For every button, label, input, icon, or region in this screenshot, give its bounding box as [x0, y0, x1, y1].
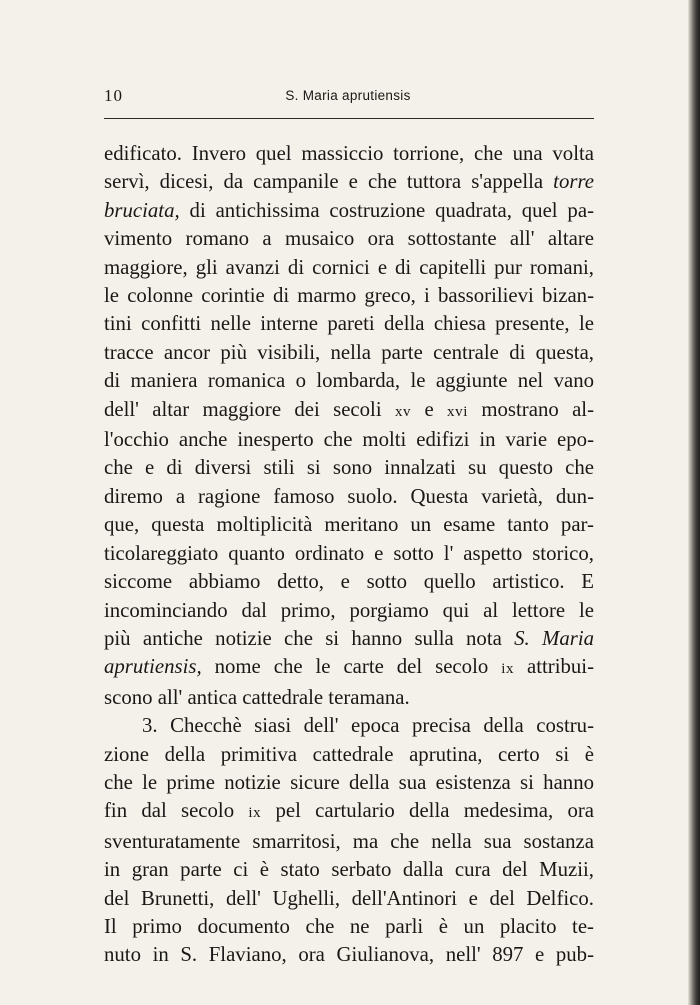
text-line: che le prime notizie sicure della sua esistenza si hanno — [104, 770, 594, 794]
text-line: fin dal secolo ix pel cartulario della medesima, ora — [104, 799, 595, 823]
italic-term: aprutiensis, — [104, 655, 202, 679]
roman-numeral: xv — [394, 403, 412, 420]
text-line: l'occhio anche inesperto che molti edifizi in varie epo- — [104, 428, 594, 452]
text-line: incominciando dal primo, porgiamo qui al lettore le — [104, 598, 594, 622]
body-text — [104, 140, 594, 970]
text-line: in gran parte ci è stato serbato dalla cura del Muzii, — [104, 858, 594, 882]
roman-numeral: xvi — [447, 403, 469, 420]
text-line: Il primo documento che ne parli è un placito te- — [104, 914, 594, 938]
text-line: zione della primitiva cattedrale aprutina, certo si è — [104, 742, 594, 766]
text-line: del Brunetti, dell' Ughelli, dell'Antinori e del Delfico. — [104, 886, 594, 910]
text-line: maggiore, gli avanzi di cornici e di capitelli pur romani, — [104, 255, 594, 279]
text-line: edificato. Invero quel massiccio torrione, che una volta — [104, 142, 594, 165]
page-header — [104, 86, 592, 110]
text-line: bruciata, di antichissima costruzione quadrata, quel pa- — [104, 198, 594, 222]
italic-term: bruciata, — [104, 198, 180, 222]
text-line: que, questa moltiplicità meritano un esame tanto par- — [104, 513, 594, 537]
text-line: tini confitti nelle interne pareti della chiesa presente, le — [104, 312, 594, 336]
text-line: siccome abbiamo detto, e sotto quello artistico. E — [104, 570, 594, 594]
text-line: di maniera romanica o lombarda, le aggiunte nel vano — [104, 369, 594, 393]
header-rule — [104, 118, 594, 119]
text-line: aprutiensis, nome che le carte del secolo ix attribui- — [104, 655, 594, 679]
roman-numeral: ix — [248, 805, 262, 822]
italic-term: torre — [553, 170, 594, 194]
text-line: che e di diversi stili si sono innalzati su questo che — [104, 456, 594, 480]
text-line: più antiche notizie che si hanno sulla nota S. Maria — [104, 626, 595, 650]
text-line: sventuratamente smarritosi, ma che nella sua sostanza — [104, 829, 594, 853]
text-line: scono all' antica cattedrale teramana. — [104, 685, 410, 709]
text-line: ticolareggiato quanto ordinato e sotto l' aspetto storico, — [104, 541, 594, 565]
paragraph-start-line: 3. Checchè siasi dell' epoca precisa della costru- — [142, 714, 594, 738]
text-line: servì, dicesi, da campanile e che tuttora s'appella torre — [104, 170, 594, 194]
text-line: dell' altar maggiore dei secoli xv e xvi mostrano al- — [104, 397, 594, 421]
text-line: vimento romano a musaico ora sottostante all' altare — [104, 227, 594, 251]
text-line: diremo a ragione famoso suolo. Questa varietà, dun- — [104, 484, 594, 508]
page-number: 10 — [104, 86, 123, 105]
text-line: nuto in S. Flaviano, ora Giulianova, nell' 897 e pub- — [104, 943, 594, 967]
page-binding-edge — [688, 0, 700, 1005]
text-line: le colonne corintie di marmo greco, i bassorilievi bizan- — [104, 284, 594, 308]
roman-numeral: ix — [501, 661, 515, 678]
italic-term: S. Maria — [514, 626, 595, 650]
running-title: S. Maria aprutiensis — [285, 88, 411, 103]
text-line: tracce ancor più visibili, nella parte centrale di questa, — [104, 340, 594, 364]
